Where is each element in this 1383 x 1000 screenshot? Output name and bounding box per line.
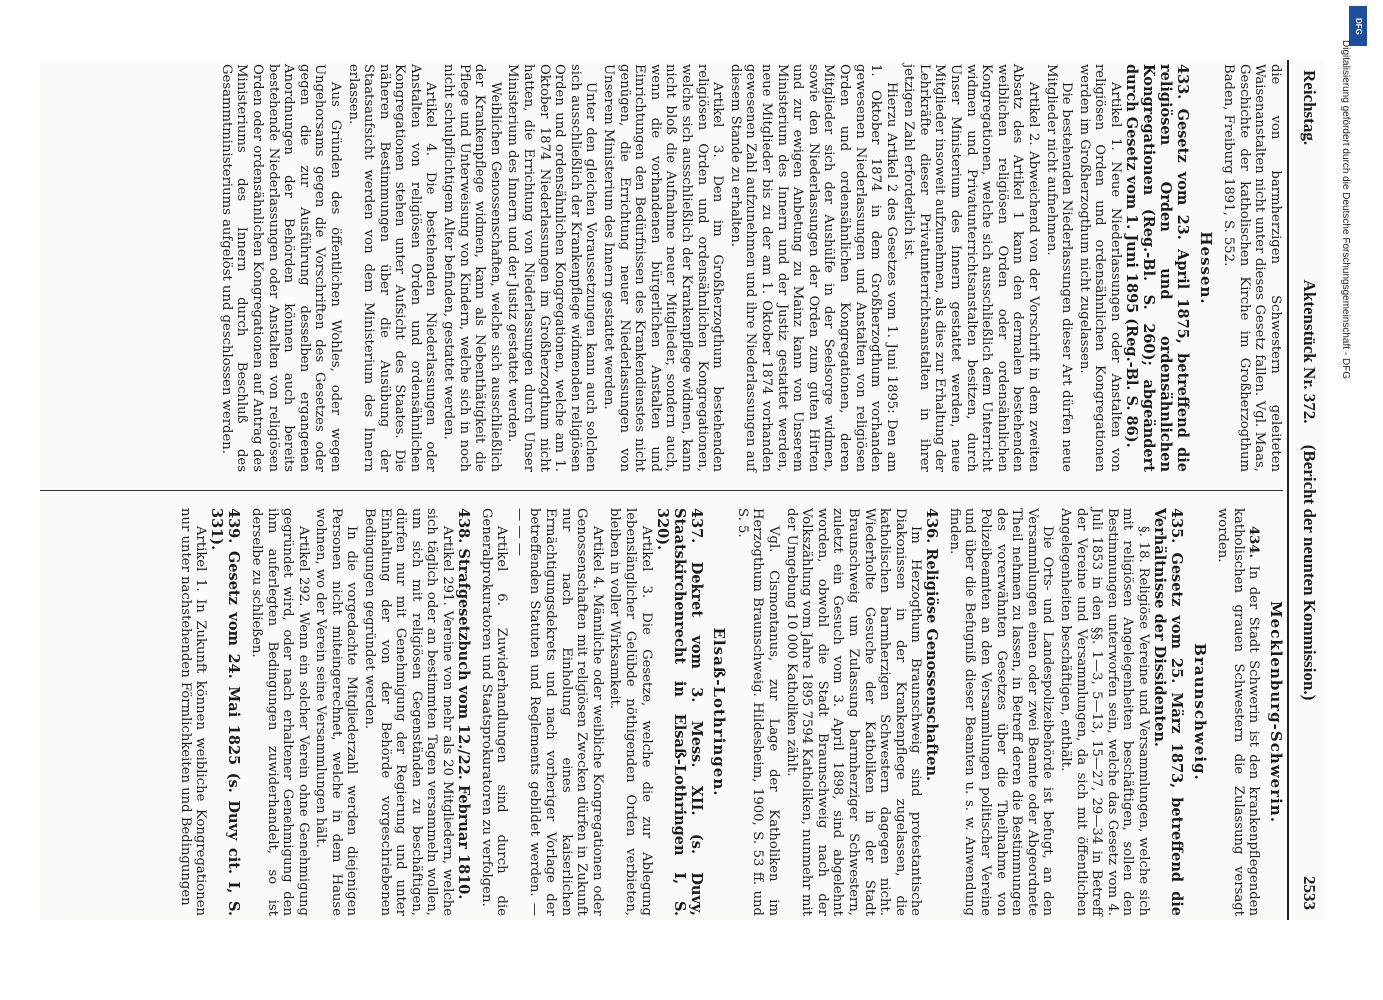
header-title	[1299, 70, 1319, 910]
law-434	[1215, 508, 1262, 916]
law-435-number: 435.	[1168, 508, 1186, 544]
law-439-article-1: Artikel 1. In Zukunft können weibliche Kongregationen nur unter nachstehenden Förmlichkeiten und Bedingungen	[177, 508, 209, 916]
law-439-title: Gesetz vom 24. Mai 1825 (s. Duvy cit. I, S. 331).	[208, 508, 243, 916]
law-439-number: 439.	[225, 508, 243, 544]
law-435-title: Gesetz vom 25. März 1873, betreffend die Verhältnisse der Dissidenten.	[1151, 508, 1186, 916]
article-4: Artikel 4. Die bestehenden Niederlassungen oder Anstalten von religiösen Orden und ordensähnlichen Kongregationen stehen unter Aufsicht des Staates. Die näheren Bestimmungen über die Ausübung der Staatsaufsicht werden von dem Ministerium des Innern erlassen.	[345, 64, 439, 472]
section-braunschweig: Braunschweig.	[1190, 643, 1209, 781]
law-434-number: 434.	[1246, 526, 1262, 559]
page-header	[1293, 70, 1319, 910]
law-433-title: Gesetz vom 23. April 1875, betreffend die religiösen Orden und ordensähnlichen Kongregationen (Reg.-Bl. S. 260); abgeändert durch Gesetz vom 1. Juni 1895 (Reg.-Bl. S. 86).	[1123, 64, 1192, 472]
law-439-heading	[208, 508, 242, 916]
dfg-badge: DFG	[1349, 6, 1367, 46]
column-divider	[40, 490, 1283, 491]
intro-paragraph: die von barmherzigen Schwestern geleiteten Waisenanstalten nicht unter dieses Gesetz fallen. Vgl. Maas, Geschichte der katholischen Kirche im Großherzogthum Baden, Freiburg 1891, S. 552.	[1221, 64, 1283, 472]
law-436-title: Religiöse Genossenschaften.	[923, 548, 941, 782]
article-3-paragraph-3: Weiblichen Genossenschaften, welche sich ausschließlich der Krankenpflege widmen, kann als Nebenthätigkeit die Pflege und Unterweisung von Kindern, welche sich in noch nicht schulpflichtigem Alter befinden, gestattet werden.	[441, 64, 503, 472]
law-437-heading	[654, 508, 705, 916]
header-report: (Bericht der neunten Kommission.)	[1300, 444, 1319, 701]
paragraph-18: §. 18. Religiöse Vereine und Versammlungen, welche sich mit religiösen Angelegenheiten beschäftigen, sollen den Bestimmungen unterworfen sein, welche das Gesetz vom 4. Juli 1853 in den §§. 1—3, 5—13, 15—27, 29—34 in Betreff der Vereine und Versammlungen, da sich mit öffentlichen Angelegenheiten beschäftigen, enthält.	[1058, 508, 1152, 916]
law-438-article-292: Artikel 292. Wenn ein solcher Verein ohne Genehmigung gegründet wird, oder nach erhaltener Genehmigung den ihm auferlegten Bedingungen zuwiderhandelt, so ist derselbe zu schließen.	[248, 508, 311, 916]
paragraph-18-part-2: Die Orts- und Landespolizeibehörde ist befugt, an den Versammlungen einen oder zwei Beamte oder Abgeordnete Theil nehmen zu lassen, in Betreff deren die Bestimmungen des vorerwähnten Gesetzes über die Theilnahme von Polizeibeamten an den Versammlungen politischer Vereine und über die Befugniß dieser Beamten u. s. w. Anwendung finden.	[946, 508, 1056, 916]
law-435-heading	[1151, 508, 1185, 916]
article-3-paragraph-2: Unter den gleichen Voraussetzungen kann auch solchen sich ausschließlich der Krankenpflege widmenden religiösen Orden und ordensähnlichen Kongregationen, welche am 1. Oktober 1874 Niederlassungen im Großherzogthum nicht hatten, die Errichtung von Niederlassungen durch Unser Ministerium des Innern und der Justiz gestattet werden.	[505, 64, 599, 472]
article-2: Artikel 2. Abweichend von der Vorschrift in dem zweiten Absatz des Artikel 1 kann den dermalen bestehenden weiblichen religiösen Orden oder ordensähnlichen Kongregationen, welche sich ausschließlich dem Unterricht widmen und Privatunterrichtsanstalten besitzen, durch Unser Ministerium des Innern gestattet werden, neue Mitglieder insoweit aufzunehmen, als dies zur Erhaltung der Lehrkräfte dieser Privatunterrichtsanstalten in ihrer jetzigen Zahl erforderlich ist.	[901, 64, 1042, 472]
left-column	[216, 64, 1283, 472]
article-2-amendment: Hierzu Artikel 2 des Gesetzes vom 1. Juni 1895: Den am 1. Oktober 1874 in dem Großherzogthum vorhanden gewesenen Niederlassungen und Anstalten von religiösen Orden und ordensähnlichen Kongregationen, deren Mitglieder sich der Aushülfe in der Seelsorge widmen, sowie den Niederlassungen der Orden zum guten Hirten und zur ewigen Anbetung zu Mainz kann von Unserem Ministerium des Innern und der Justiz gestattet werden, neue Mitglieder bis zu der am 1. Oktober 1874 vorhanden gewesenen Zahl aufzunehmen und ihre Niederlassungen auf diesem Stande zu erhalten.	[727, 64, 899, 472]
law-438-heading	[455, 508, 472, 916]
law-436-heading	[923, 508, 940, 916]
law-434-text: In der Stadt Schwerin ist den krankenpflegenden katholischen grauen Schwestern die Zulassung versagt worden.	[1215, 508, 1262, 916]
law-438-article-291-part-2: In die vorgedachte Mitgliederzahl werden diejenigen Personen nicht miteingerechnet, welche in dem Hause wohnen, wo der Verein seine Versammlungen hält.	[313, 508, 360, 916]
article-1: Artikel 1. Neue Niederlassungen oder Anstalten von religiösen Orden und ordensähnlichen Kongregationen werden im Großherzogthum nicht zugelassen.	[1076, 64, 1124, 472]
rotated-page-content	[40, 60, 1325, 920]
scanned-page	[40, 60, 1325, 920]
law-433-number: 433.	[1174, 64, 1192, 100]
law-438-article-291: Artikel 291. Vereine von mehr als 20 Mitgliedern, welche sich täglich oder an bestimmten Tagen versammeln wollen, um sich mit religiösen Gegenständen zu beschäftigen, dürfen nur mit Genehmigung der Regierung und unter Einhaltung der von der Behörde vorgeschriebenen Bedingungen gegründet werden.	[362, 508, 456, 916]
law-437-article-6: Artikel 6. Zuwiderhandlungen sind durch die Generalprokuratoren und Staatsprokuratoren zu verfolgen.	[478, 508, 510, 916]
page-number: 2533	[1300, 876, 1319, 910]
law-436-number: 436.	[923, 508, 941, 544]
law-438-number: 438.	[455, 508, 473, 544]
law-436-text: Im Herzogthum Braunschweig sind protestantische Diakonissen in der Krankenpflege zugelassen, die katholischen barmherzigen Schwestern dagegen nicht. Wiederholte Gesuche der Katholiken in der Stadt Braunschweig um Zulassung barmherziger Schwestern, zuletzt ein Gesuch vom 3. April 1898, sind abgelehnt worden, obwohl die Stadt Braunschweig nach der Volkszählung vom Jahre 1895 7594 Katholiken, nunmehr mit der Umgebung 10 000 Katholiken zählt.	[783, 508, 924, 916]
article-1-paragraph-2: Die bestehenden Niederlassungen dieser Art dürfen neue Mitglieder nicht aufnehmen.	[1043, 64, 1075, 472]
section-elsass: Elsaß-Lothringen.	[710, 627, 729, 797]
law-437-title: Dekret vom 3. Mess. XII. (s. Duvy, Staatskirchenrecht in Elsaß-Lothringen I, S. 320).	[653, 508, 705, 916]
header-left: Reichstag.	[1300, 70, 1319, 146]
section-hessen: Hessen.	[1196, 231, 1215, 305]
law-433-heading	[1123, 64, 1191, 472]
law-437-article-3: Artikel 3. Die Gesetze, welche die zur Ablegung lebenslänglicher Gelübde nöthigenden Orden verbieten, bleiben in voller Wirksamkeit.	[607, 508, 654, 916]
article-3: Artikel 3. Den im Großherzogthum bestehenden religiösen Orden und ordensähnlichen Kongregationen, welche sich ausschließlich der Krankenpflege widmen, kann nicht bloß die Aufnahme neuer Mitglieder, sondern auch, wenn die vorhandenen bürgerlichen Anstalten und Einrichtungen den Bedürfnissen des Krankendienstes nicht genügen, die Errichtung neuer Niederlassungen von Unserem Ministerium des Innern gestattet werden.	[601, 64, 726, 472]
header-document-ref: Aktenstück Nr. 372.	[1300, 279, 1319, 424]
digitization-credit: Digitalisierung gefördert durch die Deutsche Forschungsgemeinschaft - DFG	[1340, 40, 1351, 380]
article-4-paragraph-2: Aus Gründen des öffentlichen Wohles, oder wegen Ungehorsams gegen die Vorschriften des Gesetzes oder gegen die zur Ausführung desselben ergangenen Anordnungen der Behörden können auch bereits bestehende Niederlassungen oder Anstalten von religiösen Orden oder ordensähnlichen Kongregationen auf Antrag des Ministeriums des Innern durch Beschluß des Gesammtministeriums aufgelöst und geschlossen werden.	[218, 64, 343, 472]
law-436-reference: Vgl. Cismontanus, zur Lage der Katholiken im Herzogthum Braunschweig. Hildesheim, 1900, S. 53 ff. und S. 5.	[734, 508, 781, 916]
law-437-article-4: Artikel 4. Männliche oder weibliche Kongregationen oder Genossenschaften mit religiösen Zwecken dürfen in Zukunft nur nach Einholung eines kaiserlichen Ermächtigungsdekrets und nach vorheriger Vorlage der betreffenden Statuten und Reglements gebildet werden. — — — —	[511, 508, 605, 916]
law-437-number: 437.	[687, 508, 705, 544]
header-rule	[1287, 60, 1289, 920]
credit-strip	[1335, 40, 1383, 960]
right-column	[175, 508, 1283, 916]
section-mecklenburg: Mecklenburg-Schwerin.	[1267, 601, 1285, 823]
law-438-title: Strafgesetzbuch vom 12./22. Februar 1810.	[455, 548, 473, 900]
